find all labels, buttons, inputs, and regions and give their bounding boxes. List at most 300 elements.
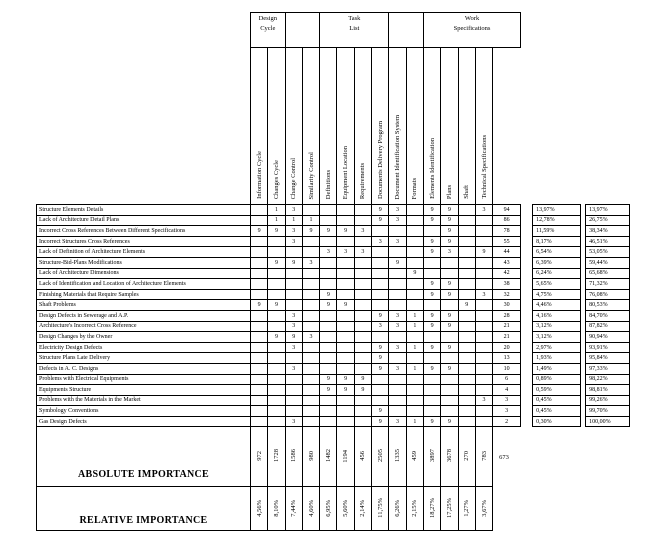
relative-importance-value <box>389 487 406 531</box>
matrix-cell: 9 <box>475 247 492 258</box>
matrix-cell <box>337 236 354 247</box>
matrix-cell <box>320 205 337 216</box>
column-header <box>475 48 492 205</box>
spacer-cell <box>521 374 533 385</box>
matrix-cell: 9 <box>423 416 440 427</box>
matrix-cell <box>320 416 337 427</box>
absolute-importance-text: 456 <box>359 451 367 461</box>
spacer-cell <box>521 310 533 321</box>
matrix-cell <box>320 353 337 364</box>
matrix-cell <box>475 321 492 332</box>
matrix-cell <box>251 215 268 226</box>
matrix-cell <box>441 385 458 396</box>
matrix-cell: 9 <box>251 226 268 237</box>
matrix-cell <box>441 332 458 343</box>
row-score: 42 <box>493 268 521 279</box>
row-label: Structure-Bid-Plans Modifications <box>37 257 251 268</box>
matrix-cell <box>320 332 337 343</box>
row-percentage: 2,97% <box>533 342 581 353</box>
matrix-cell <box>320 268 337 279</box>
matrix-cell: 1 <box>406 416 423 427</box>
matrix-cell: 3 <box>441 247 458 258</box>
column-header-label: Equipment Location <box>342 145 350 199</box>
corner-blank <box>37 13 251 48</box>
matrix-cell: 9 <box>320 385 337 396</box>
matrix-cell <box>337 321 354 332</box>
matrix-cell: 9 <box>423 236 440 247</box>
matrix-cell <box>354 310 371 321</box>
column-header-row <box>37 48 630 205</box>
matrix-cell <box>251 342 268 353</box>
matrix-cell: 9 <box>423 342 440 353</box>
matrix-cell <box>354 289 371 300</box>
column-header-label: Documents Delivery Program <box>376 121 384 199</box>
column-header-label: Plans <box>445 184 453 199</box>
matrix-cell <box>441 395 458 406</box>
matrix-cell <box>406 300 423 311</box>
absolute-importance-text: 980 <box>307 451 315 461</box>
column-group-header: Design Cycle <box>251 13 286 48</box>
column-header <box>268 48 285 205</box>
matrix-cell <box>320 257 337 268</box>
row-score: 38 <box>493 279 521 290</box>
matrix-cell: 9 <box>423 310 440 321</box>
row-cumulative-percentage: 97,33% <box>586 363 630 374</box>
qfd-matrix-table <box>36 12 630 531</box>
row-label: Shaft Problems <box>37 300 251 311</box>
matrix-cell <box>423 332 440 343</box>
matrix-cell <box>406 247 423 258</box>
matrix-cell: 9 <box>268 332 285 343</box>
matrix-cell <box>406 289 423 300</box>
matrix-cell <box>337 215 354 226</box>
column-group-header <box>389 13 424 48</box>
row-label: Equipments Structure <box>37 385 251 396</box>
matrix-cell: 3 <box>475 395 492 406</box>
matrix-cell <box>406 205 423 216</box>
matrix-cell: 3 <box>389 363 406 374</box>
row-label: Structure Plans Late Delivery <box>37 353 251 364</box>
matrix-cell <box>251 416 268 427</box>
matrix-cell <box>320 215 337 226</box>
absolute-importance-value <box>251 427 268 487</box>
matrix-cell <box>251 385 268 396</box>
spacer-cell <box>521 300 533 311</box>
matrix-cell: 9 <box>441 226 458 237</box>
matrix-cell: 3 <box>389 416 406 427</box>
relative-importance-value <box>268 487 285 531</box>
row-label: Gas Design Defects <box>37 416 251 427</box>
absolute-importance-row <box>37 427 630 487</box>
matrix-cell <box>251 363 268 374</box>
matrix-row <box>37 257 630 268</box>
relative-importance-value <box>337 487 354 531</box>
absolute-importance-value <box>458 427 475 487</box>
absolute-importance-value <box>354 427 371 487</box>
matrix-cell <box>354 205 371 216</box>
matrix-cell <box>320 342 337 353</box>
row-score: 4 <box>493 385 521 396</box>
matrix-cell <box>475 236 492 247</box>
matrix-cell <box>406 236 423 247</box>
matrix-cell <box>251 289 268 300</box>
absolute-importance-total: 673 <box>499 453 509 461</box>
column-header <box>285 48 302 205</box>
relative-importance-text: 6,26% <box>394 499 402 517</box>
matrix-cell <box>268 406 285 417</box>
row-cumulative-percentage: 38,34% <box>586 226 630 237</box>
matrix-cell <box>458 395 475 406</box>
matrix-cell: 9 <box>354 385 371 396</box>
matrix-cell <box>251 321 268 332</box>
row-label: Design Defects in Sewerage and A.P. <box>37 310 251 321</box>
matrix-cell <box>406 215 423 226</box>
row-percentage: 0,89% <box>533 374 581 385</box>
matrix-cell <box>389 332 406 343</box>
matrix-cell <box>268 289 285 300</box>
matrix-cell: 9 <box>268 257 285 268</box>
matrix-cell: 9 <box>285 257 302 268</box>
row-cumulative-percentage: 90,94% <box>586 332 630 343</box>
row-cumulative-percentage: 99,26% <box>586 395 630 406</box>
matrix-cell <box>458 205 475 216</box>
matrix-cell: 1 <box>285 215 302 226</box>
matrix-cell <box>458 289 475 300</box>
matrix-cell <box>406 395 423 406</box>
matrix-cell: 3 <box>389 321 406 332</box>
matrix-cell <box>337 279 354 290</box>
row-score: 86 <box>493 215 521 226</box>
matrix-cell <box>354 268 371 279</box>
matrix-cell <box>475 332 492 343</box>
matrix-cell <box>251 353 268 364</box>
matrix-cell <box>475 406 492 417</box>
matrix-cell <box>389 353 406 364</box>
matrix-cell <box>389 279 406 290</box>
absolute-importance-value <box>423 427 440 487</box>
matrix-row <box>37 374 630 385</box>
matrix-cell: 3 <box>389 205 406 216</box>
matrix-cell <box>285 247 302 258</box>
spacer-cell <box>521 279 533 290</box>
row-score: 3 <box>493 395 521 406</box>
matrix-cell <box>337 406 354 417</box>
row-cumulative-percentage: 71,32% <box>586 279 630 290</box>
row-cumulative-percentage: 84,70% <box>586 310 630 321</box>
matrix-cell <box>458 321 475 332</box>
row-percentage: 0,45% <box>533 406 581 417</box>
matrix-cell <box>302 289 319 300</box>
matrix-cell <box>251 374 268 385</box>
relative-importance-value <box>251 487 268 531</box>
matrix-cell: 3 <box>285 226 302 237</box>
matrix-cell <box>372 279 389 290</box>
matrix-cell <box>475 279 492 290</box>
matrix-cell <box>320 236 337 247</box>
matrix-cell <box>268 374 285 385</box>
matrix-cell <box>423 353 440 364</box>
matrix-cell <box>406 332 423 343</box>
matrix-cell <box>354 236 371 247</box>
matrix-cell <box>285 289 302 300</box>
matrix-cell <box>285 353 302 364</box>
relative-importance-text: 2,14% <box>359 499 367 517</box>
matrix-cell <box>406 257 423 268</box>
matrix-cell: 1 <box>406 363 423 374</box>
matrix-cell <box>406 279 423 290</box>
column-header-label: Definitions <box>324 169 332 199</box>
matrix-cell <box>285 374 302 385</box>
spacer-cell <box>521 289 533 300</box>
matrix-row <box>37 279 630 290</box>
matrix-cell <box>320 363 337 374</box>
relative-importance-text: 4,60% <box>307 499 315 517</box>
row-percentage: 6,54% <box>533 247 581 258</box>
relative-importance-value <box>458 487 475 531</box>
spacer-cell <box>521 332 533 343</box>
absolute-importance-text: 1586 <box>290 449 298 463</box>
column-header-label: Change Control <box>290 157 298 199</box>
matrix-cell <box>458 247 475 258</box>
row-label: Lack of Identification and Location of Architecture Elements <box>37 279 251 290</box>
matrix-cell <box>251 332 268 343</box>
matrix-cell <box>475 300 492 311</box>
matrix-cell: 9 <box>320 289 337 300</box>
matrix-cell <box>389 247 406 258</box>
matrix-cell <box>320 321 337 332</box>
absolute-importance-text: 270 <box>463 451 471 461</box>
group-header-row <box>37 13 630 48</box>
matrix-cell <box>475 363 492 374</box>
matrix-cell <box>406 353 423 364</box>
matrix-cell: 9 <box>337 374 354 385</box>
matrix-cell <box>302 300 319 311</box>
relative-importance-text: 7,44% <box>290 499 298 517</box>
matrix-cell: 3 <box>285 205 302 216</box>
matrix-cell: 3 <box>475 205 492 216</box>
matrix-cell <box>458 332 475 343</box>
matrix-cell: 9 <box>251 300 268 311</box>
row-score: 21 <box>493 332 521 343</box>
row-percentage: 0,59% <box>533 385 581 396</box>
matrix-cell: 9 <box>268 300 285 311</box>
matrix-cell <box>458 215 475 226</box>
matrix-cell: 9 <box>389 257 406 268</box>
matrix-cell: 9 <box>320 226 337 237</box>
matrix-cell <box>268 236 285 247</box>
row-cumulative-percentage: 98,22% <box>586 374 630 385</box>
matrix-cell: 9 <box>372 205 389 216</box>
matrix-cell <box>441 257 458 268</box>
relative-importance-value <box>354 487 371 531</box>
matrix-cell <box>320 310 337 321</box>
matrix-cell <box>251 236 268 247</box>
matrix-cell: 9 <box>441 363 458 374</box>
matrix-cell <box>458 342 475 353</box>
row-percentage: 6,24% <box>533 268 581 279</box>
matrix-cell: 3 <box>285 342 302 353</box>
spacer-cell <box>521 385 533 396</box>
column-header-label: Similarity Control <box>307 151 315 199</box>
matrix-cell <box>458 236 475 247</box>
matrix-cell <box>268 279 285 290</box>
absolute-importance-value <box>302 427 319 487</box>
matrix-cell: 3 <box>285 321 302 332</box>
matrix-cell: 9 <box>372 353 389 364</box>
relative-importance-label: RELATIVE IMPORTANCE <box>37 487 251 531</box>
matrix-row <box>37 310 630 321</box>
matrix-cell: 9 <box>423 215 440 226</box>
matrix-cell <box>389 268 406 279</box>
relative-importance-text: 4,56% <box>255 499 263 517</box>
matrix-cell <box>406 374 423 385</box>
matrix-cell <box>354 363 371 374</box>
matrix-cell: 9 <box>423 289 440 300</box>
matrix-cell <box>458 353 475 364</box>
matrix-row <box>37 236 630 247</box>
matrix-cell <box>372 257 389 268</box>
matrix-cell <box>268 363 285 374</box>
matrix-cell <box>475 226 492 237</box>
matrix-cell <box>475 342 492 353</box>
spacer-cell <box>521 353 533 364</box>
column-header <box>458 48 475 205</box>
matrix-cell <box>337 395 354 406</box>
matrix-cell: 3 <box>337 247 354 258</box>
relative-importance-value <box>302 487 319 531</box>
spacer-cell <box>521 342 533 353</box>
row-label: Lack of Definition of Architecture Elements <box>37 247 251 258</box>
relative-importance-value <box>475 487 492 531</box>
row-label: Lack of Architecture Detail Plans <box>37 215 251 226</box>
row-percentage: 4,75% <box>533 289 581 300</box>
absolute-importance-value <box>320 427 337 487</box>
matrix-cell <box>458 406 475 417</box>
matrix-cell <box>268 342 285 353</box>
matrix-cell <box>372 395 389 406</box>
matrix-cell <box>458 279 475 290</box>
matrix-cell: 3 <box>354 247 371 258</box>
absolute-importance-text: 783 <box>480 451 488 461</box>
matrix-cell <box>389 406 406 417</box>
column-header-label: Elements Identification <box>428 138 436 199</box>
absolute-importance-text: 3897 <box>428 449 436 463</box>
matrix-cell <box>285 279 302 290</box>
matrix-cell <box>475 215 492 226</box>
matrix-cell: 9 <box>372 310 389 321</box>
matrix-row <box>37 416 630 427</box>
row-cumulative-percentage: 26,75% <box>586 215 630 226</box>
matrix-cell <box>441 406 458 417</box>
row-percentage: 13,97% <box>533 205 581 216</box>
matrix-cell <box>406 226 423 237</box>
matrix-cell <box>354 279 371 290</box>
matrix-cell <box>354 300 371 311</box>
column-header-label: Document Identification System <box>394 114 402 199</box>
row-label: Lack of Architecture Dimensions <box>37 268 251 279</box>
row-cumulative-percentage: 98,81% <box>586 385 630 396</box>
matrix-cell <box>302 416 319 427</box>
spacer-cell <box>521 215 533 226</box>
row-cumulative-percentage: 95,84% <box>586 353 630 364</box>
relative-importance-text: 6,95% <box>324 499 332 517</box>
relative-importance-text: 5,60% <box>342 499 350 517</box>
matrix-cell <box>337 268 354 279</box>
absolute-importance-text: 2505 <box>376 449 384 463</box>
matrix-cell <box>389 300 406 311</box>
row-percentage: 8,17% <box>533 236 581 247</box>
matrix-cell <box>302 279 319 290</box>
matrix-cell <box>372 247 389 258</box>
matrix-cell: 9 <box>337 300 354 311</box>
matrix-cell <box>458 268 475 279</box>
matrix-cell: 9 <box>337 226 354 237</box>
matrix-cell <box>475 374 492 385</box>
matrix-cell <box>251 395 268 406</box>
row-score: 30 <box>493 300 521 311</box>
absolute-importance-label: ABSOLUTE IMPORTANCE <box>37 427 251 487</box>
spacer-cell <box>521 205 533 216</box>
absolute-importance-text: 3678 <box>445 449 453 463</box>
row-cumulative-percentage: 99,70% <box>586 406 630 417</box>
matrix-cell <box>406 406 423 417</box>
relative-importance-text: 17,25% <box>445 497 453 518</box>
matrix-row <box>37 395 630 406</box>
column-header-label: Shaft <box>463 185 471 199</box>
matrix-cell <box>354 353 371 364</box>
row-cumulative-percentage: 65,68% <box>586 268 630 279</box>
matrix-cell <box>441 353 458 364</box>
matrix-cell <box>441 374 458 385</box>
matrix-row <box>37 289 630 300</box>
row-label: Problems with the Materials in the Market <box>37 395 251 406</box>
matrix-cell: 9 <box>423 279 440 290</box>
matrix-cell <box>458 310 475 321</box>
column-group-header <box>285 13 320 48</box>
right-header-blank-2 <box>493 48 630 205</box>
matrix-cell <box>268 416 285 427</box>
row-score: 55 <box>493 236 521 247</box>
matrix-cell <box>251 268 268 279</box>
relative-importance-value <box>441 487 458 531</box>
row-label: Symbology Conventions <box>37 406 251 417</box>
matrix-cell: 9 <box>354 374 371 385</box>
row-percentage: 1,93% <box>533 353 581 364</box>
matrix-row <box>37 363 630 374</box>
matrix-cell <box>354 395 371 406</box>
row-label: Incorrect Cross References Between Different Specifications <box>37 226 251 237</box>
column-header-label: Formats <box>411 177 419 199</box>
row-label: Incorrect Structures Cross References <box>37 236 251 247</box>
matrix-row <box>37 406 630 417</box>
matrix-cell <box>302 247 319 258</box>
matrix-cell <box>423 268 440 279</box>
matrix-cell <box>389 226 406 237</box>
column-header <box>406 48 423 205</box>
matrix-cell: 1 <box>406 321 423 332</box>
row-percentage: 0,30% <box>533 416 581 427</box>
matrix-cell: 1 <box>406 342 423 353</box>
absolute-importance-text: 1482 <box>324 449 332 463</box>
matrix-cell: 3 <box>320 247 337 258</box>
column-group-header: Work Specifications <box>423 13 520 48</box>
matrix-cell: 9 <box>441 236 458 247</box>
column-header <box>337 48 354 205</box>
row-percentage: 1,49% <box>533 363 581 374</box>
matrix-cell <box>423 374 440 385</box>
matrix-cell <box>389 385 406 396</box>
matrix-cell <box>372 268 389 279</box>
